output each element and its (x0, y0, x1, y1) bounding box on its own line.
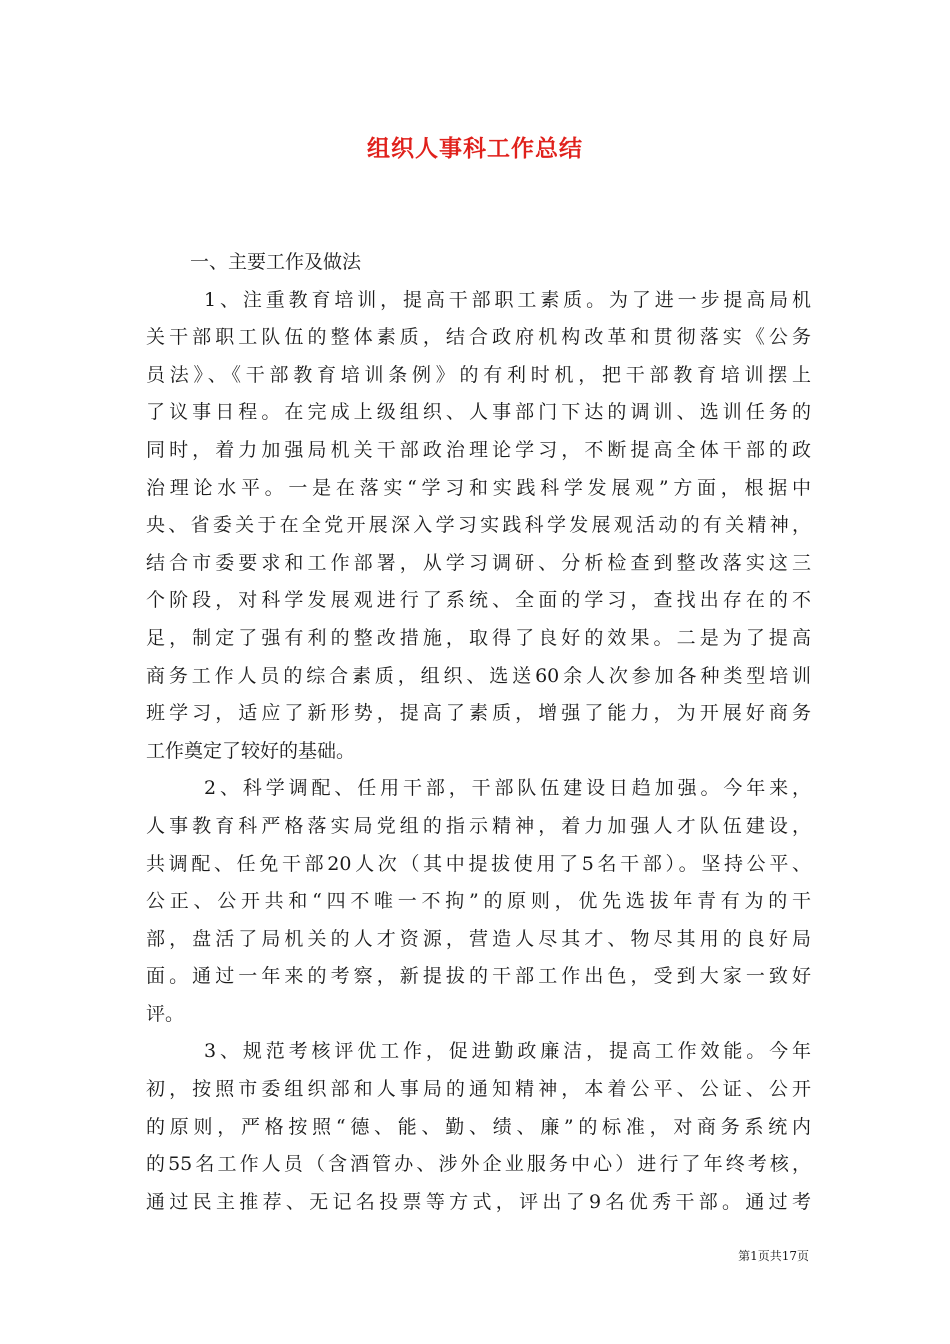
text-line: 商务工作人员的综合素质，组织、选送60余人次参加各种类型培训 (146, 664, 811, 687)
text-line: 个阶段，对科学发展观进行了系统、全面的学习，查找出存在的不 (146, 589, 811, 612)
text-line: 工作奠定了较好的基础。 (146, 739, 356, 762)
text-line: 了议事日程。在完成上级组织、人事部门下达的调训、选训任务的 (146, 401, 811, 424)
text-line: 1、注重教育培训，提高干部职工素质。为了进一步提高局机 (204, 288, 811, 311)
text-line: 面。通过一年来的考察，新提拔的干部工作出色，受到大家一致好 (146, 965, 811, 988)
text-line: 治理论水平。一是在落实“学习和实践科学发展观”方面，根据中 (146, 476, 811, 499)
text-line: 2、科学调配、任用干部，干部队伍建设日趋加强。今年来， (204, 777, 811, 800)
section-heading: 一、主要工作及做法 (190, 251, 362, 273)
text-line: 通过民主推荐、无记名投票等方式，评出了9名优秀干部。通过考 (146, 1190, 811, 1213)
text-line: 初，按照市委组织部和人事局的通知精神，本着公平、公证、公开 (146, 1078, 811, 1101)
text-line: 人事教育科严格落实局党组的指示精神，着力加强人才队伍建设， (146, 814, 811, 837)
text-line: 公正、公开共和“四不唯一不拘”的原则，优先选拔年青有为的干 (146, 890, 811, 913)
document-title: 组织人事科工作总结 (367, 135, 583, 162)
text-line: 结合市委要求和工作部署，从学习调研、分析检查到整改落实这三 (146, 551, 811, 574)
text-line: 共调配、任免干部20人次（其中提拔使用了5名干部）。坚持公平、 (146, 852, 811, 875)
text-line: 的55名工作人员（含酒管办、涉外企业服务中心）进行了年终考核， (146, 1153, 811, 1176)
document-body (146, 244, 811, 1221)
text-line: 3、规范考核评优工作，促进勤政廉洁，提高工作效能。今年 (204, 1040, 811, 1063)
text-line: 央、省委关于在全党开展深入学习实践科学发展观活动的有关精神， (146, 514, 811, 537)
text-line: 同时，着力加强局机关干部政治理论学习，不断提高全体干部的政 (146, 438, 811, 461)
text-line: 部，盘活了局机关的人才资源，营造人尽其才、物尽其用的良好局 (146, 927, 811, 950)
text-line: 足，制定了强有利的整改措施，取得了良好的效果。二是为了提高 (146, 626, 811, 649)
page-footer: 第1页共17页 (738, 1249, 809, 1263)
text-line: 评。 (146, 1002, 185, 1025)
text-line: 关干部职工队伍的整体素质，结合政府机构改革和贯彻落实《公务 (146, 326, 811, 349)
text-line: 的原则，严格按照“德、能、勤、绩、廉”的标准，对商务系统内 (146, 1115, 811, 1138)
text-line: 员法》、《干部教育培训条例》的有利时机，把干部教育培训摆上 (146, 363, 811, 386)
text-line: 班学习，适应了新形势，提高了素质，增强了能力，为开展好商务 (146, 702, 811, 725)
